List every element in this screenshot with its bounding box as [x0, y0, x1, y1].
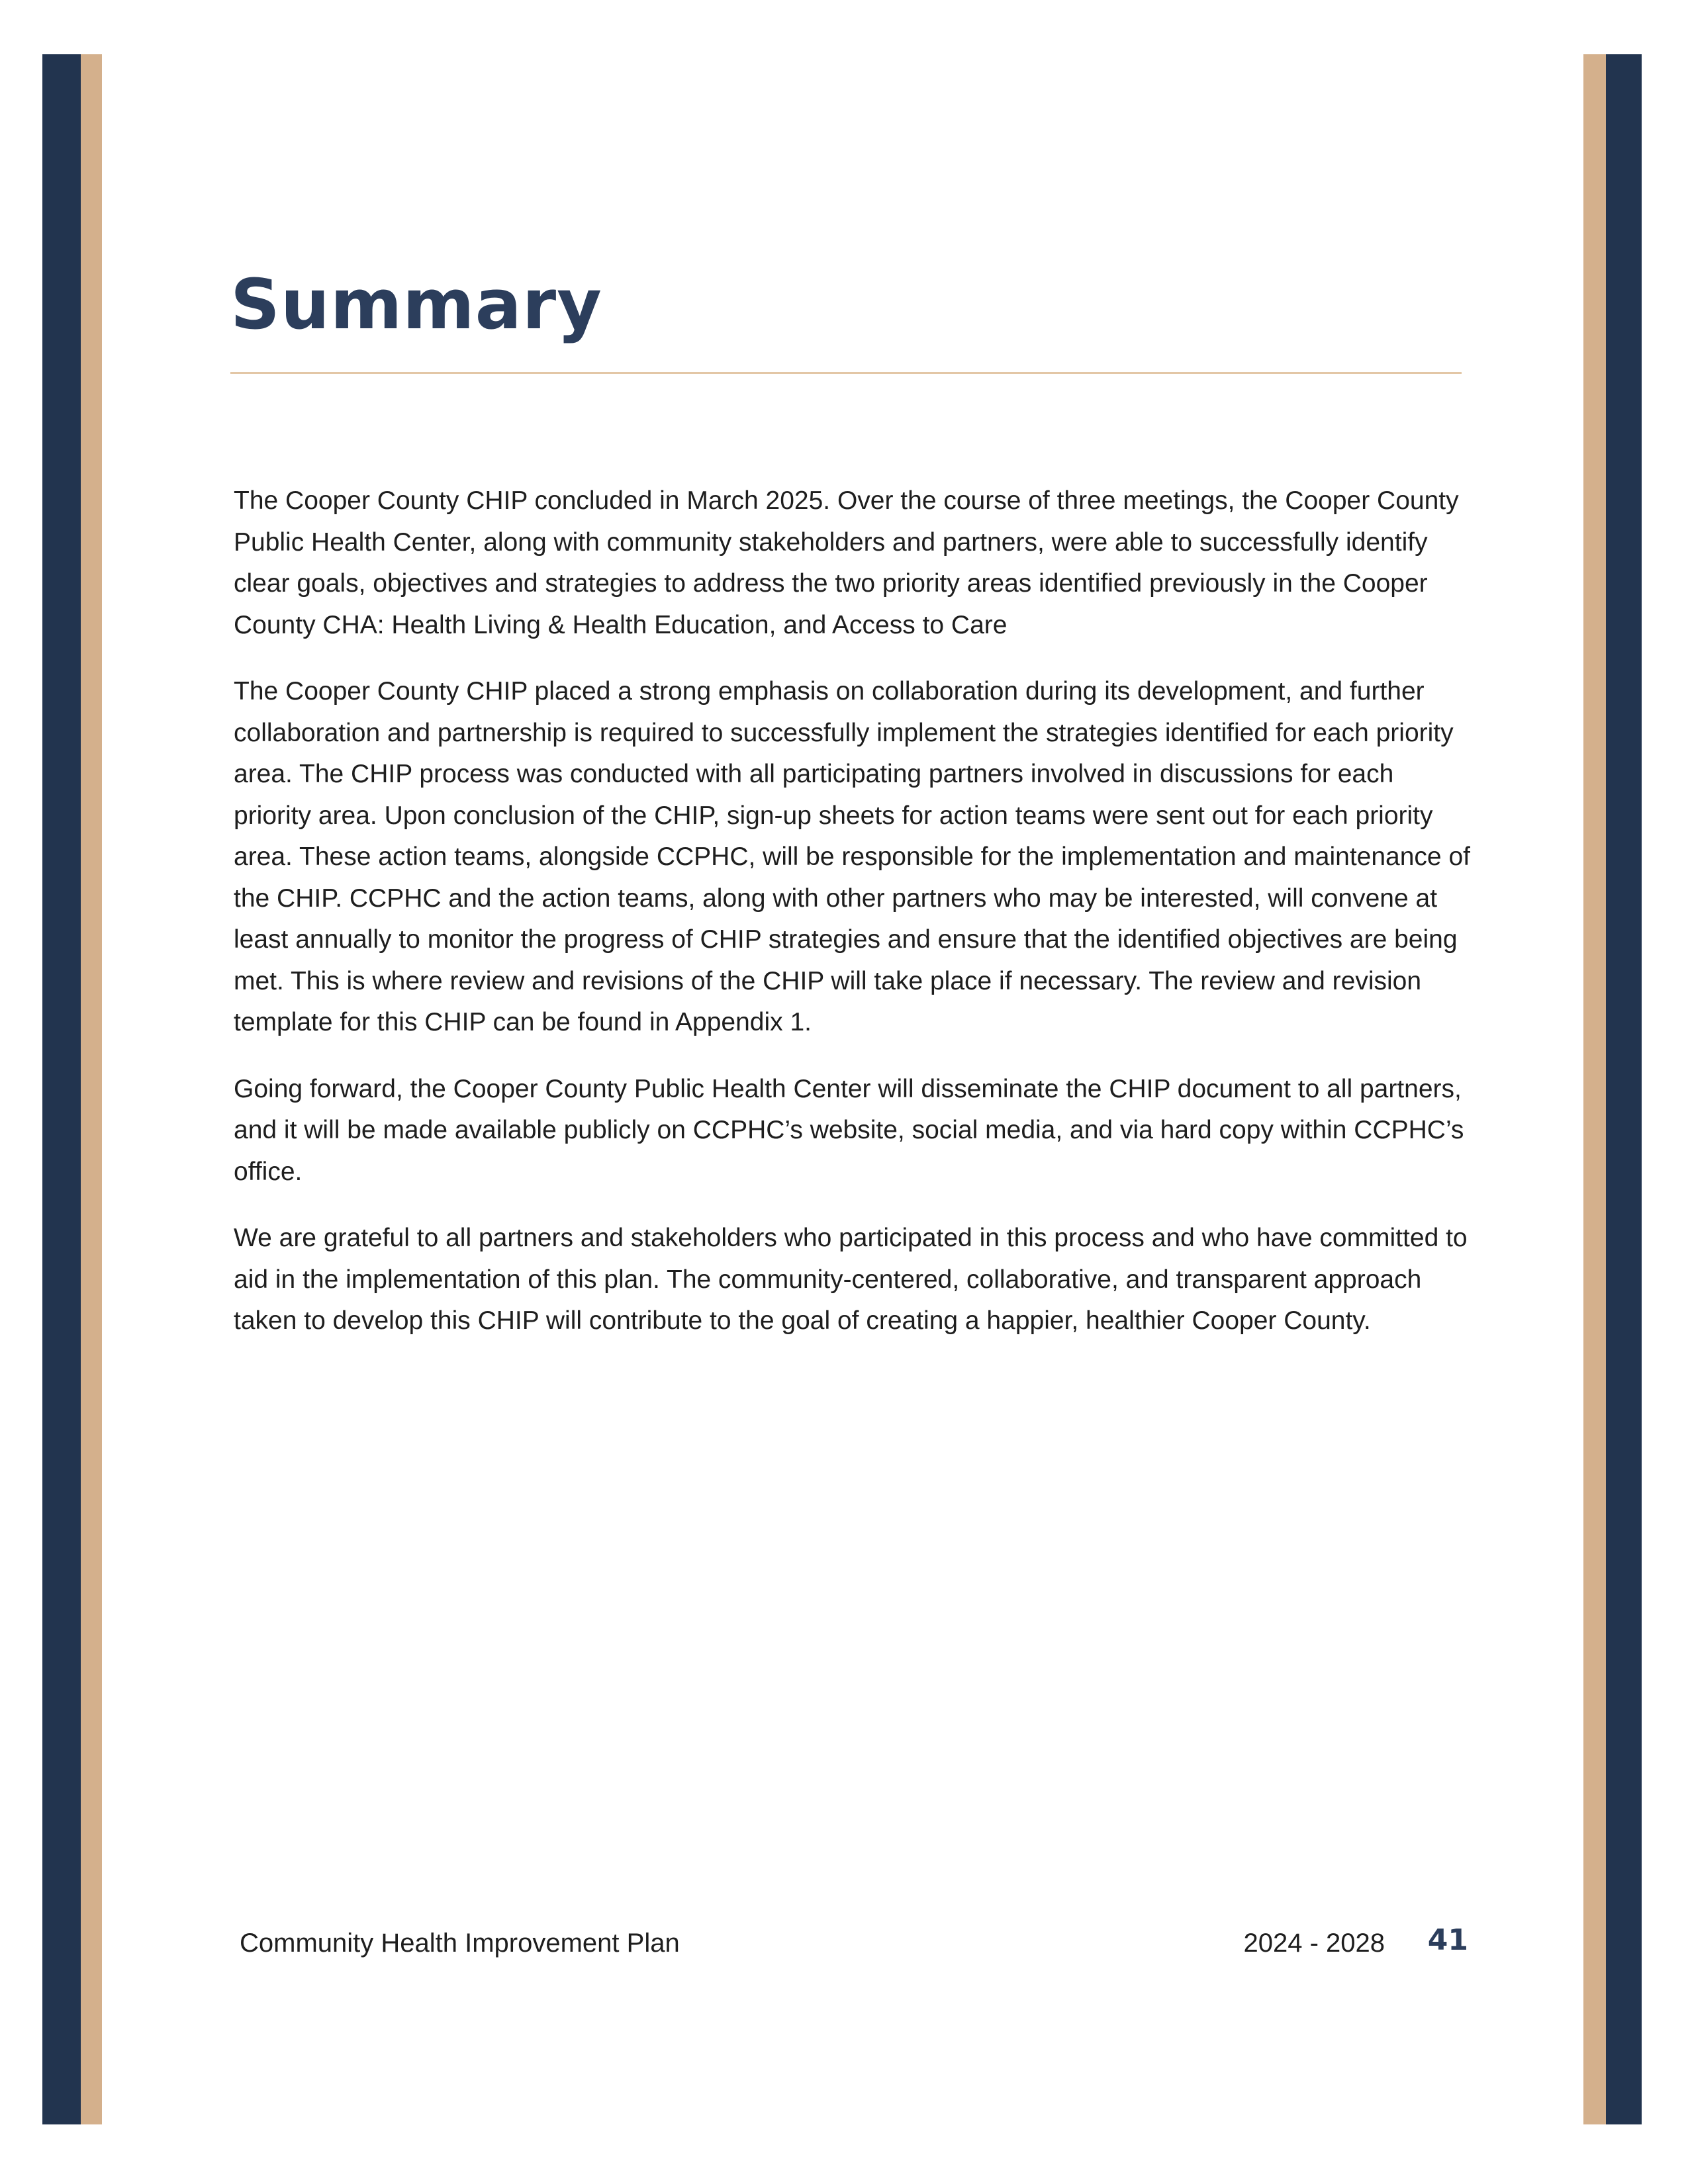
- footer-years: 2024 - 2028: [1243, 1929, 1385, 1958]
- left-navy-border-stripe: [42, 54, 81, 2124]
- page-number: 41: [1427, 1923, 1468, 1957]
- footer-document-name: Community Health Improvement Plan: [240, 1929, 680, 1958]
- right-tan-border-stripe: [1583, 54, 1606, 2124]
- paragraph-1: The Cooper County CHIP concluded in March 2025. Over the course of three meetings, the Cooper County Public Health Center, along with community stakeholders and partners, were able to successfully identify clear goals, objectives and strategies to address the two priority areas identified previously in the Cooper County CHA: Health Living & Health Education, and Access to Care: [234, 486, 1459, 639]
- summary-body: [234, 480, 1472, 1367]
- paragraph-4: We are grateful to all partners and stakeholders who participated in this process and who have committed to aid in the implementation of this plan. The community-centered, collaborative, and transparent approach taken to develop this CHIP will contribute to the goal of creating a happier, healthier Cooper County.: [234, 1224, 1468, 1335]
- left-tan-border-stripe: [81, 54, 102, 2124]
- paragraph-3: Going forward, the Cooper County Public Health Center will disseminate the CHIP document to all partners, and it will be made available publicly on CCPHC’s website, social media, and via hard copy within CCPHC’s office.: [234, 1074, 1464, 1186]
- right-navy-border-stripe: [1606, 54, 1642, 2124]
- paragraph-2: The Cooper County CHIP placed a strong emphasis on collaboration during its development, and further collaboration and partnership is required to successfully implement the strategies identified for each priority area. The CHIP process was conducted with all participating partners involved in discussions for each priority area. Upon conclusion of the CHIP, sign-up sheets for action teams were sent out for each priority area. These action teams, alongside CCPHC, will be responsible for the implementation and maintenance of the CHIP. CCPHC and the action teams, along with other partners who may be interested, will convene at least annually to monitor the progress of CHIP strategies and ensure that the identified objectives are being met. This is where review and revisions of the CHIP will take place if necessary. The review and revision template for this CHIP can be found in Appendix 1.: [234, 677, 1470, 1036]
- title-divider: [230, 372, 1462, 374]
- page-title: Summary: [230, 264, 602, 345]
